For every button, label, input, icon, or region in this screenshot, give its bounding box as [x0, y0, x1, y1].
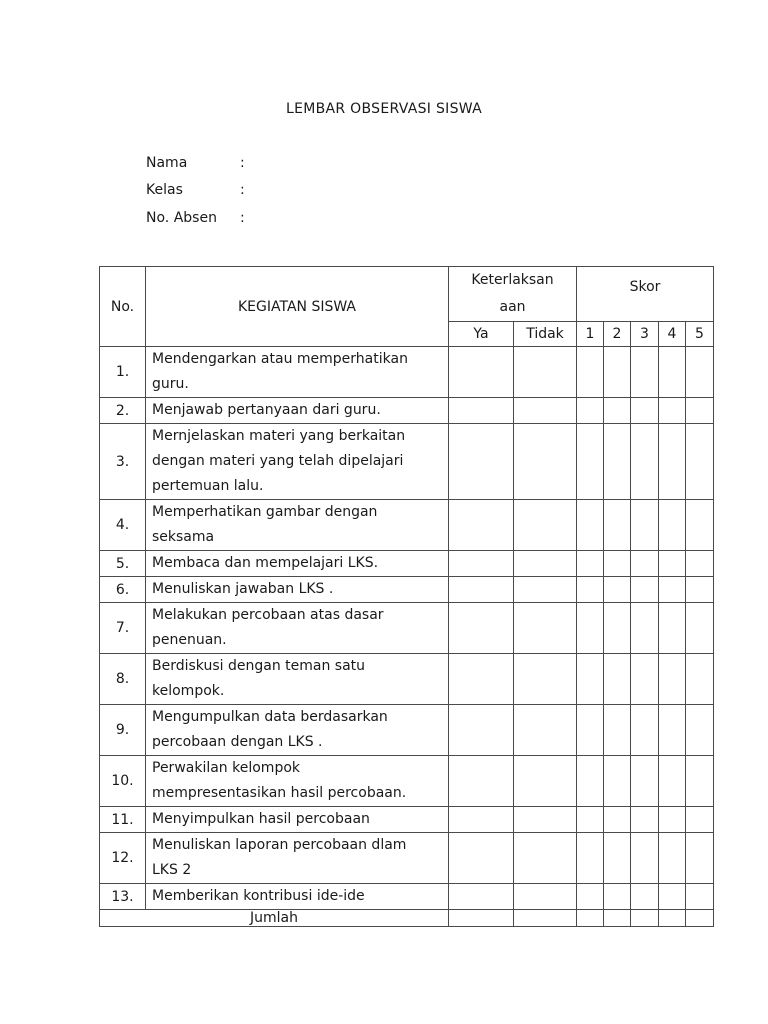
row-number: 11. — [100, 807, 146, 833]
cell-score-3[interactable] — [631, 910, 659, 927]
cell-score-3[interactable] — [631, 551, 659, 577]
cell-tidak[interactable] — [514, 756, 577, 807]
cell-score-3[interactable] — [631, 884, 659, 910]
field-separator: : — [240, 155, 245, 171]
cell-score-2[interactable] — [604, 500, 631, 551]
cell-score-5[interactable] — [686, 705, 714, 756]
cell-score-5[interactable] — [686, 577, 714, 603]
table-row — [100, 577, 714, 603]
cell-ya[interactable] — [449, 705, 514, 756]
field-nama — [146, 155, 245, 171]
table-row — [100, 654, 714, 705]
cell-ya[interactable] — [449, 398, 514, 424]
cell-score-2[interactable] — [604, 910, 631, 927]
row-activity — [146, 577, 449, 603]
row-activity — [146, 705, 449, 756]
row-activity — [146, 424, 449, 500]
cell-score-3[interactable] — [631, 603, 659, 654]
cell-score-4[interactable] — [659, 910, 686, 927]
field-separator: : — [240, 210, 245, 226]
cell-score-5[interactable] — [686, 424, 714, 500]
activity-line: Mendengarkan atau memperhatikan — [152, 351, 408, 367]
cell-score-4[interactable] — [659, 756, 686, 807]
activity-line: Berdiskusi dengan teman satu — [152, 658, 366, 674]
cell-score-4[interactable] — [659, 398, 686, 424]
row-activity — [146, 654, 449, 705]
cell-score-3[interactable] — [631, 577, 659, 603]
header-skor: Skor — [577, 267, 714, 322]
cell-score-4[interactable] — [659, 884, 686, 910]
cell-score-5[interactable] — [686, 833, 714, 884]
activity-line: percobaan dengan LKS . — [152, 734, 323, 750]
table-row — [100, 705, 714, 756]
table-row — [100, 884, 714, 910]
row-number: 12. — [100, 833, 146, 884]
activity-line: dengan materi yang telah dipelajari — [152, 453, 404, 469]
cell-ya[interactable] — [449, 424, 514, 500]
cell-score-1[interactable] — [577, 424, 604, 500]
cell-score-4[interactable] — [659, 577, 686, 603]
total-row — [100, 910, 714, 927]
row-number: 8. — [100, 654, 146, 705]
cell-score-1[interactable] — [577, 398, 604, 424]
header-score-5: 5 — [686, 322, 714, 347]
cell-score-5[interactable] — [686, 654, 714, 705]
cell-tidak[interactable] — [514, 705, 577, 756]
cell-score-1[interactable] — [577, 654, 604, 705]
cell-score-2[interactable] — [604, 807, 631, 833]
cell-score-1[interactable] — [577, 705, 604, 756]
row-activity — [146, 551, 449, 577]
cell-score-2[interactable] — [604, 884, 631, 910]
cell-ya[interactable] — [449, 654, 514, 705]
cell-ya[interactable] — [449, 577, 514, 603]
cell-score-5[interactable] — [686, 884, 714, 910]
cell-score-2[interactable] — [604, 756, 631, 807]
row-activity — [146, 347, 449, 398]
cell-ya[interactable] — [449, 884, 514, 910]
cell-score-4[interactable] — [659, 424, 686, 500]
header-tidak: Tidak — [514, 322, 577, 347]
cell-ya[interactable] — [449, 833, 514, 884]
row-activity — [146, 500, 449, 551]
field-kelas — [146, 182, 245, 198]
cell-ya[interactable] — [449, 551, 514, 577]
table-row — [100, 603, 714, 654]
cell-score-1[interactable] — [577, 884, 604, 910]
cell-score-3[interactable] — [631, 424, 659, 500]
table-row — [100, 500, 714, 551]
cell-score-5[interactable] — [686, 398, 714, 424]
cell-score-4[interactable] — [659, 500, 686, 551]
cell-tidak[interactable] — [514, 500, 577, 551]
table-row — [100, 398, 714, 424]
cell-score-5[interactable] — [686, 910, 714, 927]
cell-score-2[interactable] — [604, 603, 631, 654]
cell-ya[interactable] — [449, 756, 514, 807]
cell-score-4[interactable] — [659, 833, 686, 884]
cell-score-3[interactable] — [631, 398, 659, 424]
row-number: 13. — [100, 884, 146, 910]
table-row — [100, 347, 714, 398]
activity-line: Perwakilan kelompok — [152, 760, 301, 776]
activity-line: guru. — [152, 376, 189, 392]
activity-line: penenuan. — [152, 632, 227, 648]
cell-score-4[interactable] — [659, 705, 686, 756]
row-number: 6. — [100, 577, 146, 603]
row-number: 2. — [100, 398, 146, 424]
observation-table — [99, 266, 714, 927]
cell-ya[interactable] — [449, 910, 514, 927]
row-activity — [146, 603, 449, 654]
cell-tidak[interactable] — [514, 424, 577, 500]
cell-score-4[interactable] — [659, 654, 686, 705]
cell-score-3[interactable] — [631, 347, 659, 398]
row-activity — [146, 807, 449, 833]
cell-score-2[interactable] — [604, 347, 631, 398]
header-score-3: 3 — [631, 322, 659, 347]
cell-score-5[interactable] — [686, 603, 714, 654]
cell-score-4[interactable] — [659, 347, 686, 398]
cell-tidak[interactable] — [514, 577, 577, 603]
activity-line: Mengumpulkan data berdasarkan — [152, 709, 388, 725]
row-activity — [146, 833, 449, 884]
cell-score-2[interactable] — [604, 398, 631, 424]
row-number: 1. — [100, 347, 146, 398]
header-keterlaksanaan-line: Keterlaksan — [471, 272, 554, 288]
table-row — [100, 756, 714, 807]
cell-score-2[interactable] — [604, 654, 631, 705]
activity-line: Membaca dan mempelajari LKS. — [152, 555, 379, 571]
header-no: No. — [100, 267, 146, 347]
cell-tidak[interactable] — [514, 398, 577, 424]
cell-score-1[interactable] — [577, 910, 604, 927]
row-number: 4. — [100, 500, 146, 551]
activity-line: Menuliskan laporan percobaan dlam — [152, 837, 407, 853]
activity-line: Menuliskan jawaban LKS . — [152, 581, 334, 597]
cell-score-3[interactable] — [631, 807, 659, 833]
field-no-absen — [146, 210, 245, 226]
cell-ya[interactable] — [449, 347, 514, 398]
cell-score-5[interactable] — [686, 807, 714, 833]
cell-tidak[interactable] — [514, 654, 577, 705]
cell-ya[interactable] — [449, 807, 514, 833]
activity-line: seksama — [152, 529, 215, 545]
cell-tidak[interactable] — [514, 603, 577, 654]
table-row — [100, 807, 714, 833]
row-number: 10. — [100, 756, 146, 807]
cell-score-1[interactable] — [577, 577, 604, 603]
cell-score-3[interactable] — [631, 654, 659, 705]
cell-score-3[interactable] — [631, 833, 659, 884]
cell-score-4[interactable] — [659, 551, 686, 577]
cell-score-4[interactable] — [659, 603, 686, 654]
cell-tidak[interactable] — [514, 551, 577, 577]
cell-tidak[interactable] — [514, 347, 577, 398]
cell-ya[interactable] — [449, 500, 514, 551]
table-row — [100, 833, 714, 884]
cell-ya[interactable] — [449, 603, 514, 654]
activity-line: Menjawab pertanyaan dari guru. — [152, 402, 381, 418]
cell-score-2[interactable] — [604, 424, 631, 500]
activity-line: Mernjelaskan materi yang berkaitan — [152, 428, 406, 444]
row-activity — [146, 756, 449, 807]
activity-line: mempresentasikan hasil percobaan. — [152, 785, 407, 801]
cell-score-1[interactable] — [577, 500, 604, 551]
cell-score-3[interactable] — [631, 705, 659, 756]
table-row — [100, 424, 714, 500]
header-ya: Ya — [449, 322, 514, 347]
cell-score-5[interactable] — [686, 756, 714, 807]
cell-tidak[interactable] — [514, 807, 577, 833]
row-activity — [146, 884, 449, 910]
cell-score-2[interactable] — [604, 705, 631, 756]
header-keterlaksanaan — [449, 267, 577, 322]
cell-score-2[interactable] — [604, 833, 631, 884]
cell-score-3[interactable] — [631, 500, 659, 551]
row-number: 5. — [100, 551, 146, 577]
header-score-4: 4 — [659, 322, 686, 347]
activity-line: Memberikan kontribusi ide-ide — [152, 888, 365, 904]
row-activity — [146, 398, 449, 424]
field-label: No. Absen — [146, 210, 217, 226]
activity-line: pertemuan lalu. — [152, 478, 264, 494]
field-separator: : — [240, 182, 245, 198]
total-label: Jumlah — [100, 910, 449, 927]
header-keterlaksanaan-line: aan — [499, 299, 526, 315]
cell-score-1[interactable] — [577, 756, 604, 807]
header-score-2: 2 — [604, 322, 631, 347]
cell-score-1[interactable] — [577, 551, 604, 577]
row-number: 9. — [100, 705, 146, 756]
field-label: Kelas — [146, 182, 183, 198]
cell-score-1[interactable] — [577, 833, 604, 884]
cell-score-5[interactable] — [686, 551, 714, 577]
cell-score-5[interactable] — [686, 347, 714, 398]
row-number: 3. — [100, 424, 146, 500]
cell-score-4[interactable] — [659, 807, 686, 833]
activity-line: kelompok. — [152, 683, 225, 699]
cell-tidak[interactable] — [514, 884, 577, 910]
page-title: LEMBAR OBSERVASI SISWA — [285, 101, 483, 117]
cell-score-2[interactable] — [604, 577, 631, 603]
row-number: 7. — [100, 603, 146, 654]
activity-line: Memperhatikan gambar dengan — [152, 504, 378, 520]
cell-score-1[interactable] — [577, 603, 604, 654]
cell-tidak[interactable] — [514, 910, 577, 927]
cell-score-2[interactable] — [604, 551, 631, 577]
activity-line: Menyimpulkan hasil percobaan — [152, 811, 370, 827]
cell-score-3[interactable] — [631, 756, 659, 807]
cell-score-5[interactable] — [686, 500, 714, 551]
table-row — [100, 551, 714, 577]
cell-score-1[interactable] — [577, 807, 604, 833]
cell-tidak[interactable] — [514, 833, 577, 884]
cell-score-1[interactable] — [577, 347, 604, 398]
header-kegiatan: KEGIATAN SISWA — [146, 267, 449, 347]
field-label: Nama — [146, 155, 188, 171]
activity-line: LKS 2 — [152, 862, 192, 878]
activity-line: Melakukan percobaan atas dasar — [152, 607, 384, 623]
header-score-1: 1 — [577, 322, 604, 347]
